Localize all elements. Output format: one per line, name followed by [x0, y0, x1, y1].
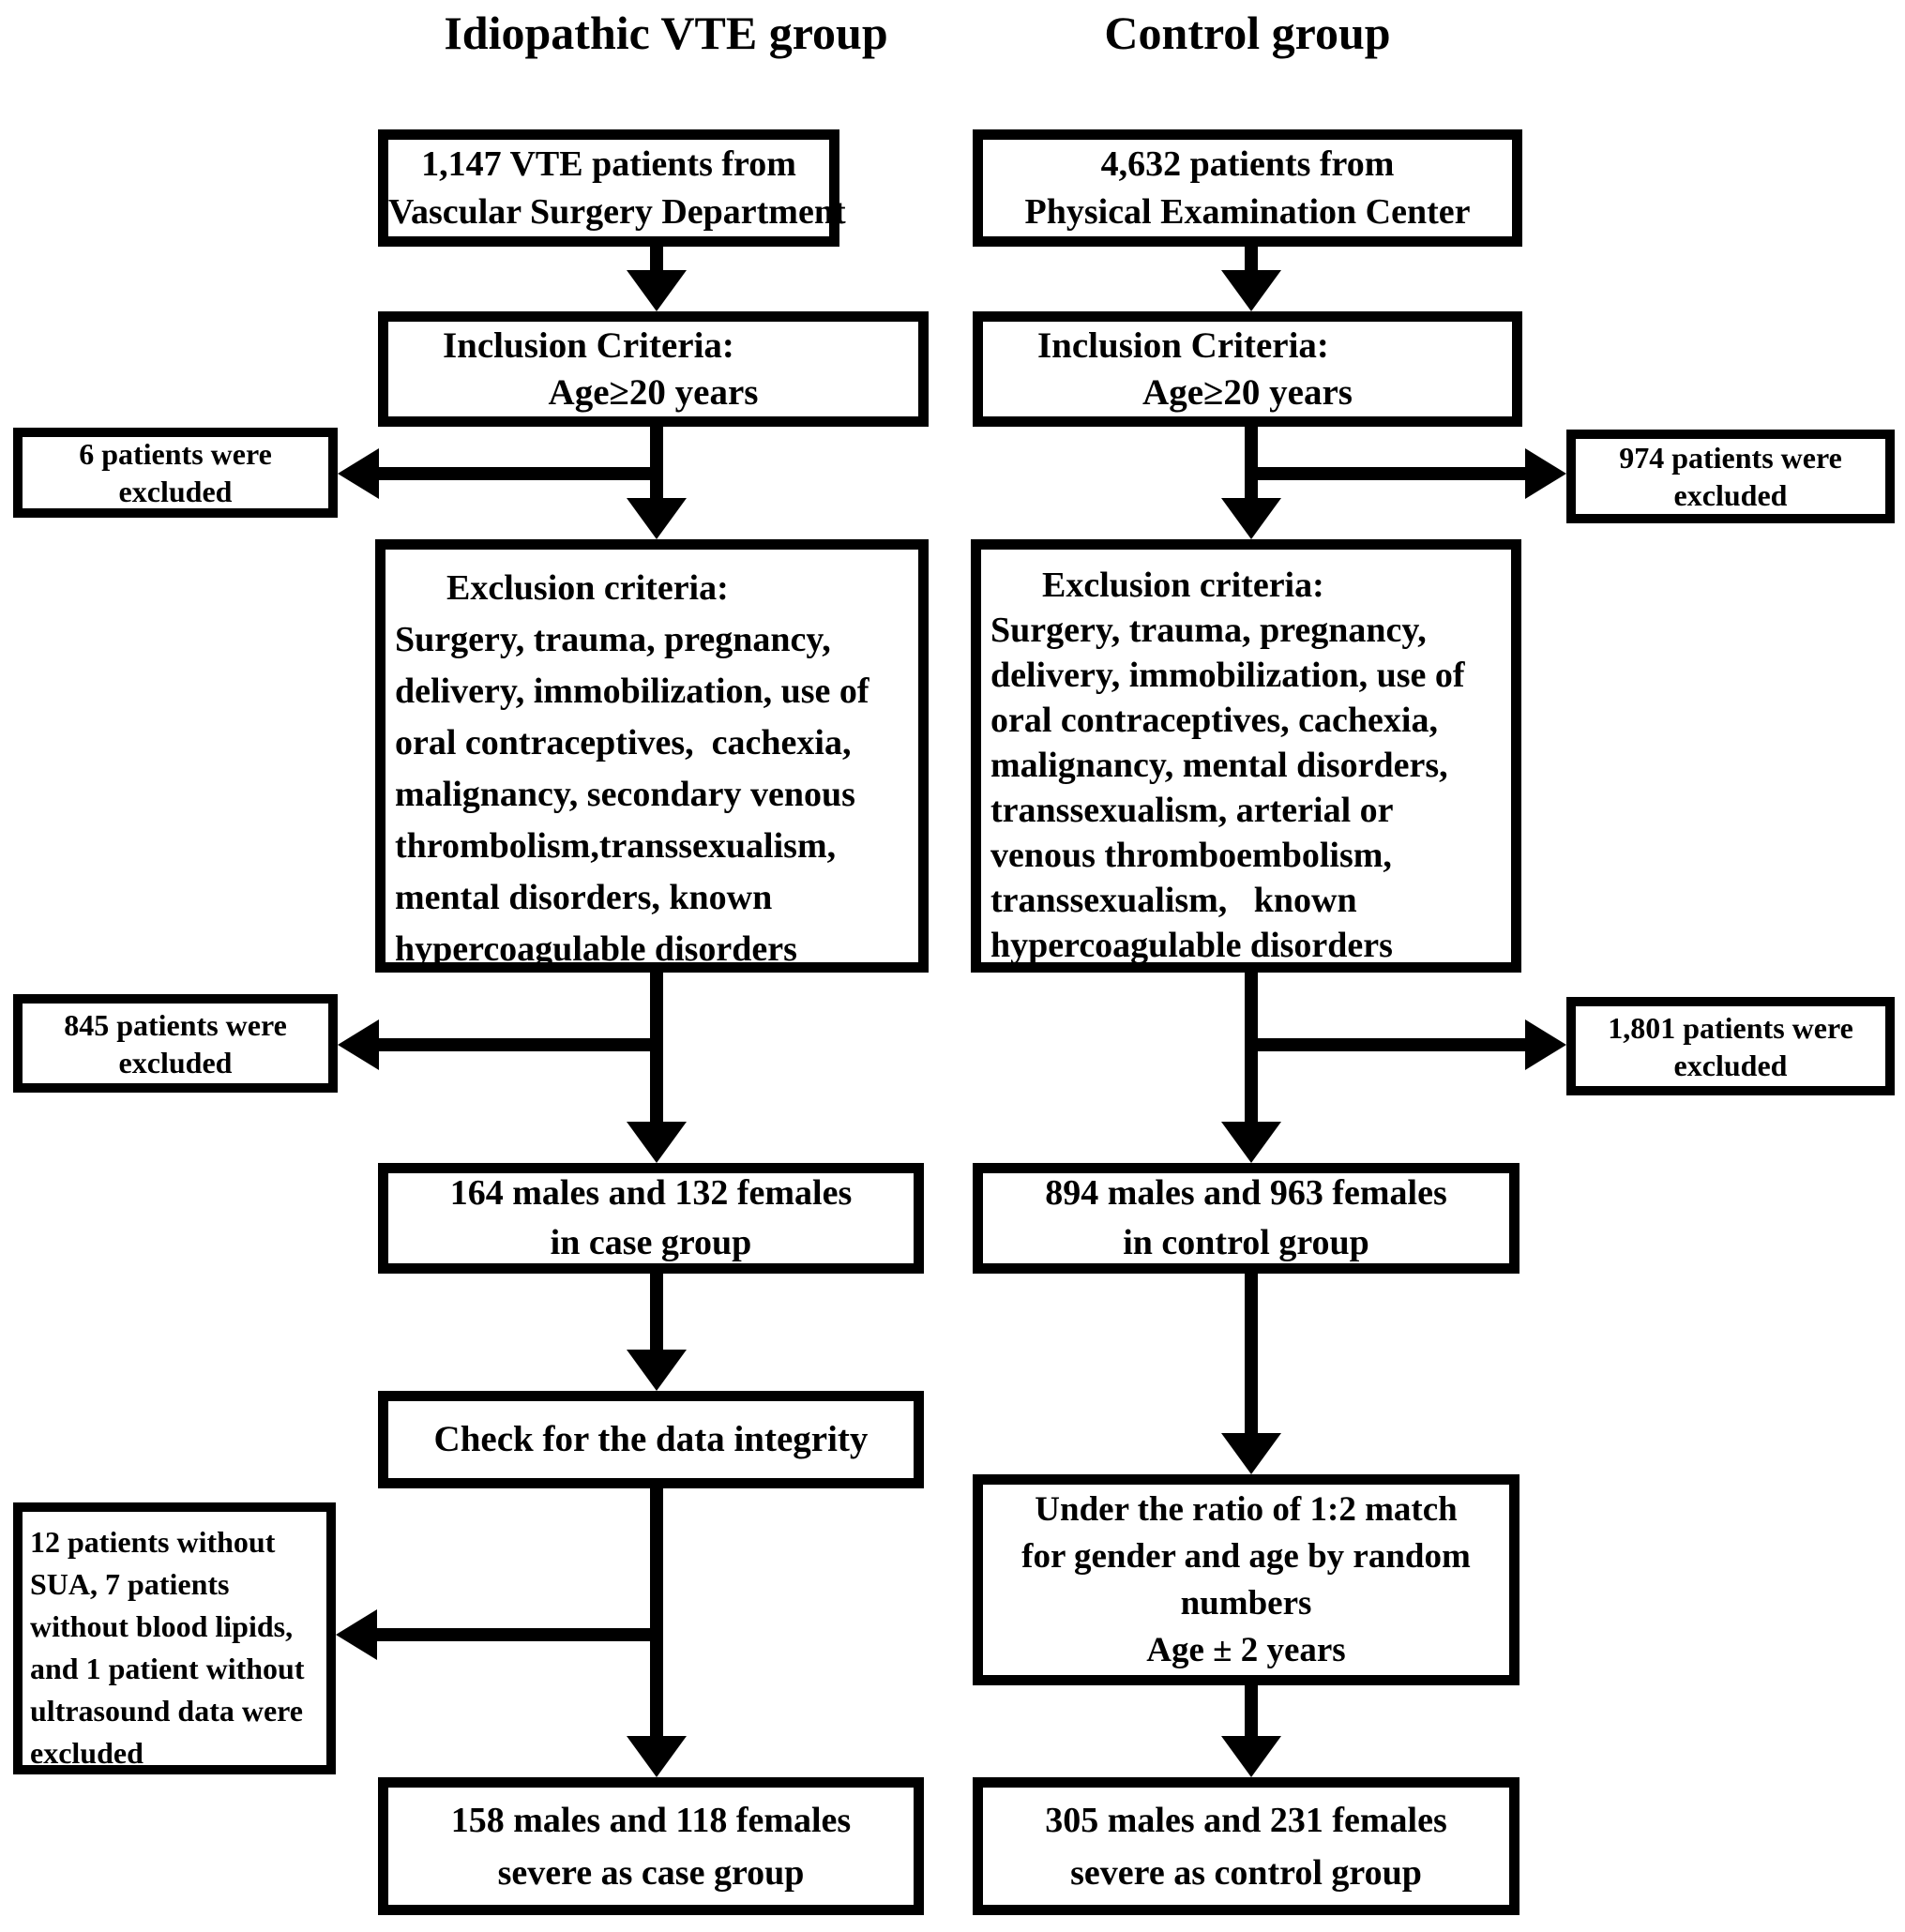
box-text-line: venous thromboembolism,	[990, 836, 1392, 875]
box-text-line: severe as control group	[1070, 1852, 1422, 1893]
data-integrity-check-box	[378, 1391, 924, 1488]
left-branch-arrow-2-icon	[338, 1019, 379, 1070]
box-text-line: Surgery, trauma, pregnancy,	[395, 620, 831, 659]
left-down-arrow-2-icon	[627, 498, 687, 539]
box-text-line: 974 patients were	[1619, 441, 1842, 475]
box-text-line: Check for the data integrity	[433, 1419, 869, 1459]
box-text-line: severe as case group	[497, 1852, 805, 1893]
right-down-arrow-3-icon	[1221, 1122, 1281, 1163]
right-group-title: Control group	[1104, 7, 1391, 59]
box-text-line: without blood lipids,	[30, 1609, 294, 1643]
left-branch-arrow-1-icon	[338, 448, 379, 499]
left-inclusion-box	[378, 311, 929, 427]
box-text-line: transsexualism, known	[990, 881, 1357, 920]
right-branch-line-1	[1251, 467, 1525, 480]
left-exclusion-criteria-box	[375, 539, 929, 973]
left-flow-line-4	[650, 1274, 663, 1352]
left-cohort-box	[378, 1163, 924, 1274]
left-down-arrow-5-icon	[627, 1736, 687, 1777]
box-text-line: thrombolism,transsexualism,	[395, 826, 837, 866]
box-text-line: Under the ratio of 1:2 match	[1035, 1489, 1458, 1529]
right-down-arrow-2-icon	[1221, 498, 1281, 539]
right-down-arrow-1-icon	[1221, 270, 1281, 311]
box-text-line: oral contraceptives, cachexia,	[990, 701, 1438, 740]
left-branch-line-3	[377, 1628, 657, 1641]
right-flow-line-4	[1245, 1274, 1258, 1435]
right-inclusion-detail: Age≥20 years	[1142, 371, 1353, 413]
right-down-arrow-4-icon	[1221, 1433, 1281, 1474]
left-final-box	[378, 1777, 924, 1915]
left-down-arrow-4-icon	[627, 1350, 687, 1391]
right-inclusion-title: Inclusion Criteria:	[1037, 325, 1329, 366]
box-text-line: oral contraceptives, cachexia,	[395, 723, 852, 762]
box-text-line: and 1 patient without	[30, 1652, 305, 1685]
box-text-line: excluded	[1673, 1048, 1788, 1082]
box-text-line: SUA, 7 patients	[30, 1567, 230, 1601]
right-inclusion-box	[973, 311, 1522, 427]
left-flow-line-5	[650, 1488, 663, 1740]
box-text-line: malignancy, secondary venous	[395, 775, 855, 814]
box-text-line: ultrasound data were	[30, 1694, 303, 1728]
box-text-line: excluded	[30, 1736, 144, 1770]
box-text-line: 164 males and 132 females	[449, 1173, 853, 1213]
left-branch-arrow-3-icon	[336, 1609, 377, 1660]
box-text-line: hypercoagulable disorders	[990, 926, 1393, 965]
box-text-line: hypercoagulable disorders	[395, 929, 797, 969]
box-text-line: Surgery, trauma, pregnancy,	[990, 611, 1427, 650]
left-inclusion-title: Inclusion Criteria:	[443, 325, 734, 366]
left-source-box	[378, 129, 846, 247]
left-down-arrow-1-icon	[627, 270, 687, 311]
right-down-arrow-5-icon	[1221, 1736, 1281, 1777]
box-text-line: 845 patients were	[64, 1007, 287, 1042]
right-excluded-2-box	[1566, 997, 1895, 1095]
right-branch-arrow-2-icon	[1525, 1019, 1566, 1070]
box-text-line: delivery, immobilization, use of	[990, 656, 1465, 695]
box-text-line: 6 patients were	[79, 437, 272, 471]
right-excluded-1-box	[1566, 430, 1895, 523]
box-text-line: Exclusion criteria:	[446, 568, 729, 608]
right-cohort-box	[973, 1163, 1519, 1274]
box-text-line: transsexualism, arterial or	[990, 791, 1394, 830]
left-down-arrow-3-icon	[627, 1122, 687, 1163]
right-flow-line-5	[1245, 1685, 1258, 1738]
box-text-line: for gender and age by random	[1021, 1536, 1471, 1576]
box-text-line: 12 patients without	[30, 1525, 276, 1559]
right-branch-arrow-1-icon	[1525, 448, 1566, 499]
ratio-match-box	[973, 1474, 1519, 1685]
left-group-title: Idiopathic VTE group	[444, 7, 888, 59]
box-text-line: 1,147 VTE patients from	[421, 143, 796, 184]
right-exclusion-criteria-box	[971, 539, 1521, 973]
left-excluded-2-box	[13, 994, 338, 1093]
right-final-box	[973, 1777, 1519, 1915]
box-text-line: 158 males and 118 females	[450, 1800, 852, 1840]
box-text-line: Age ± 2 years	[1146, 1630, 1346, 1669]
right-source-box	[973, 129, 1522, 247]
box-text-line: delivery, immobilization, use of	[395, 672, 869, 711]
box-text-line: in case group	[550, 1223, 752, 1262]
box-text-line: excluded	[1673, 478, 1788, 512]
left-excluded-1-box	[13, 428, 338, 518]
left-flow-line-2	[650, 427, 663, 502]
box-text-line: malignancy, mental disorders,	[990, 746, 1448, 785]
left-excluded-3-box	[13, 1502, 336, 1774]
box-text-line: 1,801 patients were	[1608, 1010, 1853, 1045]
box-text-line: 305 males and 231 females	[1045, 1800, 1447, 1840]
right-branch-line-2	[1251, 1038, 1525, 1051]
box-text-line: Exclusion criteria:	[1042, 566, 1324, 605]
box-text-line: numbers	[1180, 1583, 1312, 1623]
left-inclusion-detail: Age≥20 years	[548, 371, 759, 413]
box-text-line: mental disorders, known	[395, 878, 773, 917]
box-text-line: excluded	[118, 1045, 233, 1079]
box-text-line: 4,632 patients from	[1100, 143, 1395, 184]
box-text-line: Vascular Surgery Department	[388, 191, 846, 232]
right-flow-line-2	[1245, 427, 1258, 502]
box-text-line: in control group	[1123, 1223, 1369, 1262]
left-branch-line-2	[379, 1038, 657, 1051]
left-branch-line-1	[379, 467, 657, 480]
box-text-line: excluded	[118, 475, 233, 508]
box-text-line: 894 males and 963 females	[1045, 1173, 1447, 1213]
box-text-line: Physical Examination Center	[1024, 191, 1471, 232]
